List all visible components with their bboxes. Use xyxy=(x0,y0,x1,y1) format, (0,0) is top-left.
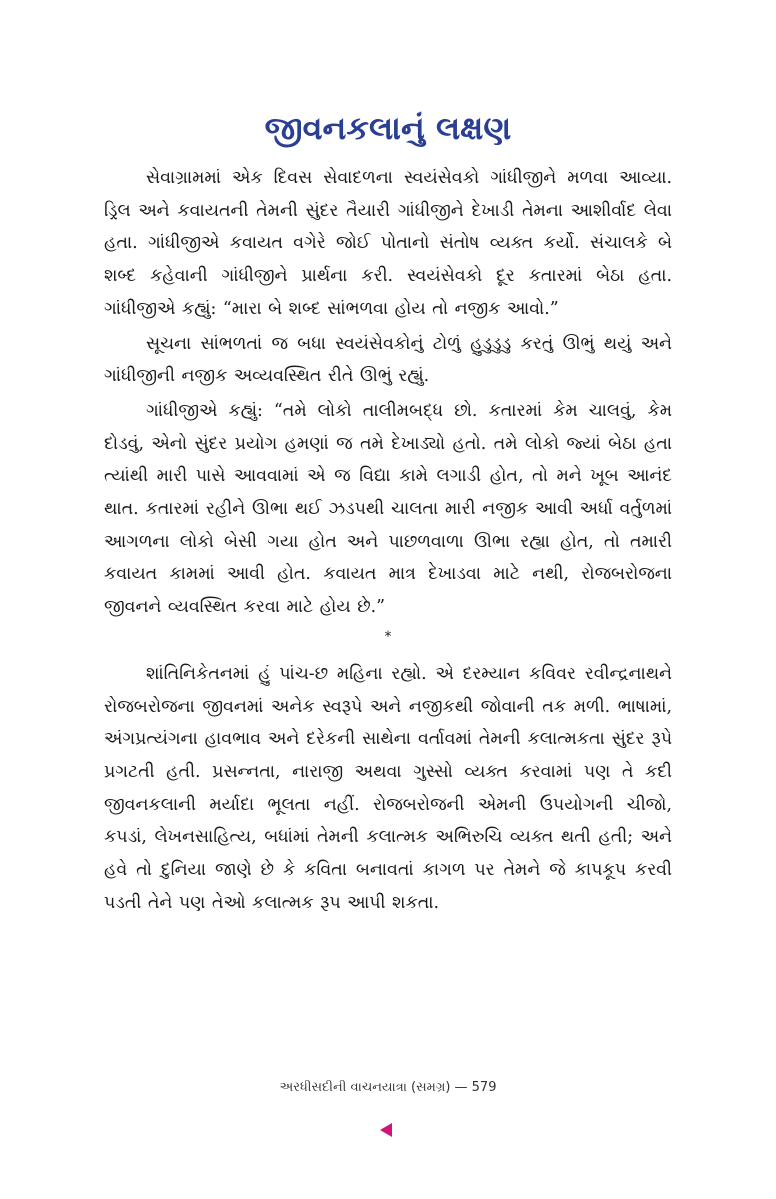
paragraph-shantiniketan: શાંતિનિકેતનમાં હું પાંચ-છ મહિના રહ્યો. એ દરમ્યાન કવિવર રવીન્દ્રનાથને રોજબરોજના જીવનમાં અનેક સ્વરૂપે અને નજીકથી જોવાની તક મળી. ભાષામાં, અંગપ્રત્યંગના હાવભાવ અને દરેકની સાથેના વર્તાવમાં તેમની કલાત્મકતા સુંદર રૂપે પ્રગટતી હતી. પ્રસન્નતા, નારાજી અથવા ગુસ્સો વ્યક્ત કરવામાં પણ તે કદી જીવનકલાની મર્યાદા ભૂલતા નહીં. રોજબરોજની એમની ઉપયોગની ચીજો, કપડાં, લેખનસાહિત્ય, બધાંમાં તેમની કલાત્મક અભિરુચિ વ્યક્ત થતી હતી; અને હવે તો દુનિયા જાણે છે કે કવિતા બનાવતાં કાગળ પર તેમને જે કાપકૂપ કરવી પડતી તેને પણ તેઓ કલાત્મક રૂપ આપી શકતા. xyxy=(104,663,672,913)
paragraph-sevagram: સેવાગ્રામમાં એક દિવસ સેવાદળના સ્વયંસેવકો ગાંધીજીને મળવા આવ્યા. ડ્રિલ અને કવાયતની તેમની સુંદર તૈયારી ગાંધીજીને દેખાડી તેમના આશીર્વાદ લેવા હતા. ગાંધીજીએ કવાયત વગેરે જોઈ પોતાનો સંતોષ વ્યક્ત કર્યો. સંચાલકે બે શબ્દ કહેવાની ગાંધીજીને પ્રાર્થના કરી. સ્વયંસેવકો દૂર કતારમાં બેઠા હતા. ગાંધીજીએ કહ્યું: “મારા બે શબ્દ સાંભળવા હોય તો નજીક આવો.” xyxy=(104,168,672,319)
page-title: જીવનકલાનું લક્ષણ xyxy=(264,109,512,147)
previous-page-icon[interactable] xyxy=(380,1123,392,1137)
page-footer: અરધીસદીની વાચનયાત્રા (સમગ્ર) — 579 xyxy=(279,1080,497,1095)
page-content xyxy=(104,100,672,919)
paragraph-instruction: સૂચના સાંભળતાં જ બધા સ્વયંસેવકોનું ટોળું હુડુડુડુ કરતું ઊભું થયું અને ગાંધીજીની નજીક અવ્યવસ્થિત રીતે ઊભું રહ્યું. xyxy=(104,333,672,387)
paragraph-gandhi-speech: ગાંધીજીએ કહ્યું: “તમે લોકો તાલીમબદ્ધ છો. કતારમાં કેમ ચાલવું, કેમ દોડવું, એનો સુંદર પ્રયોગ હમણાં જ તમે દેખાડ્યો હતો. તમે લોકો જ્યાં બેઠા હતા ત્યાંથી મારી પાસે આવવામાં એ જ વિદ્યા કામે લગાડી હોત, તો મને ખૂબ આનંદ થાત. કતારમાં રહીને ઊભા થઈ ઝડપથી ચાલતા મારી નજીક આવી અર્ધા વર્તુળમાં આગળના લોકો બેસી ગયા હોત અને પાછળવાળા ઊભા રહ્યા હોત, તો તમારી કવાયત કામમાં આવી હોત. કવાયત માત્ર દેખાડવા માટે નથી, રોજબરોજના જીવનને વ્યવસ્થિત કરવા માટે હોય છે.” xyxy=(104,400,672,618)
section-separator: * xyxy=(384,628,392,645)
